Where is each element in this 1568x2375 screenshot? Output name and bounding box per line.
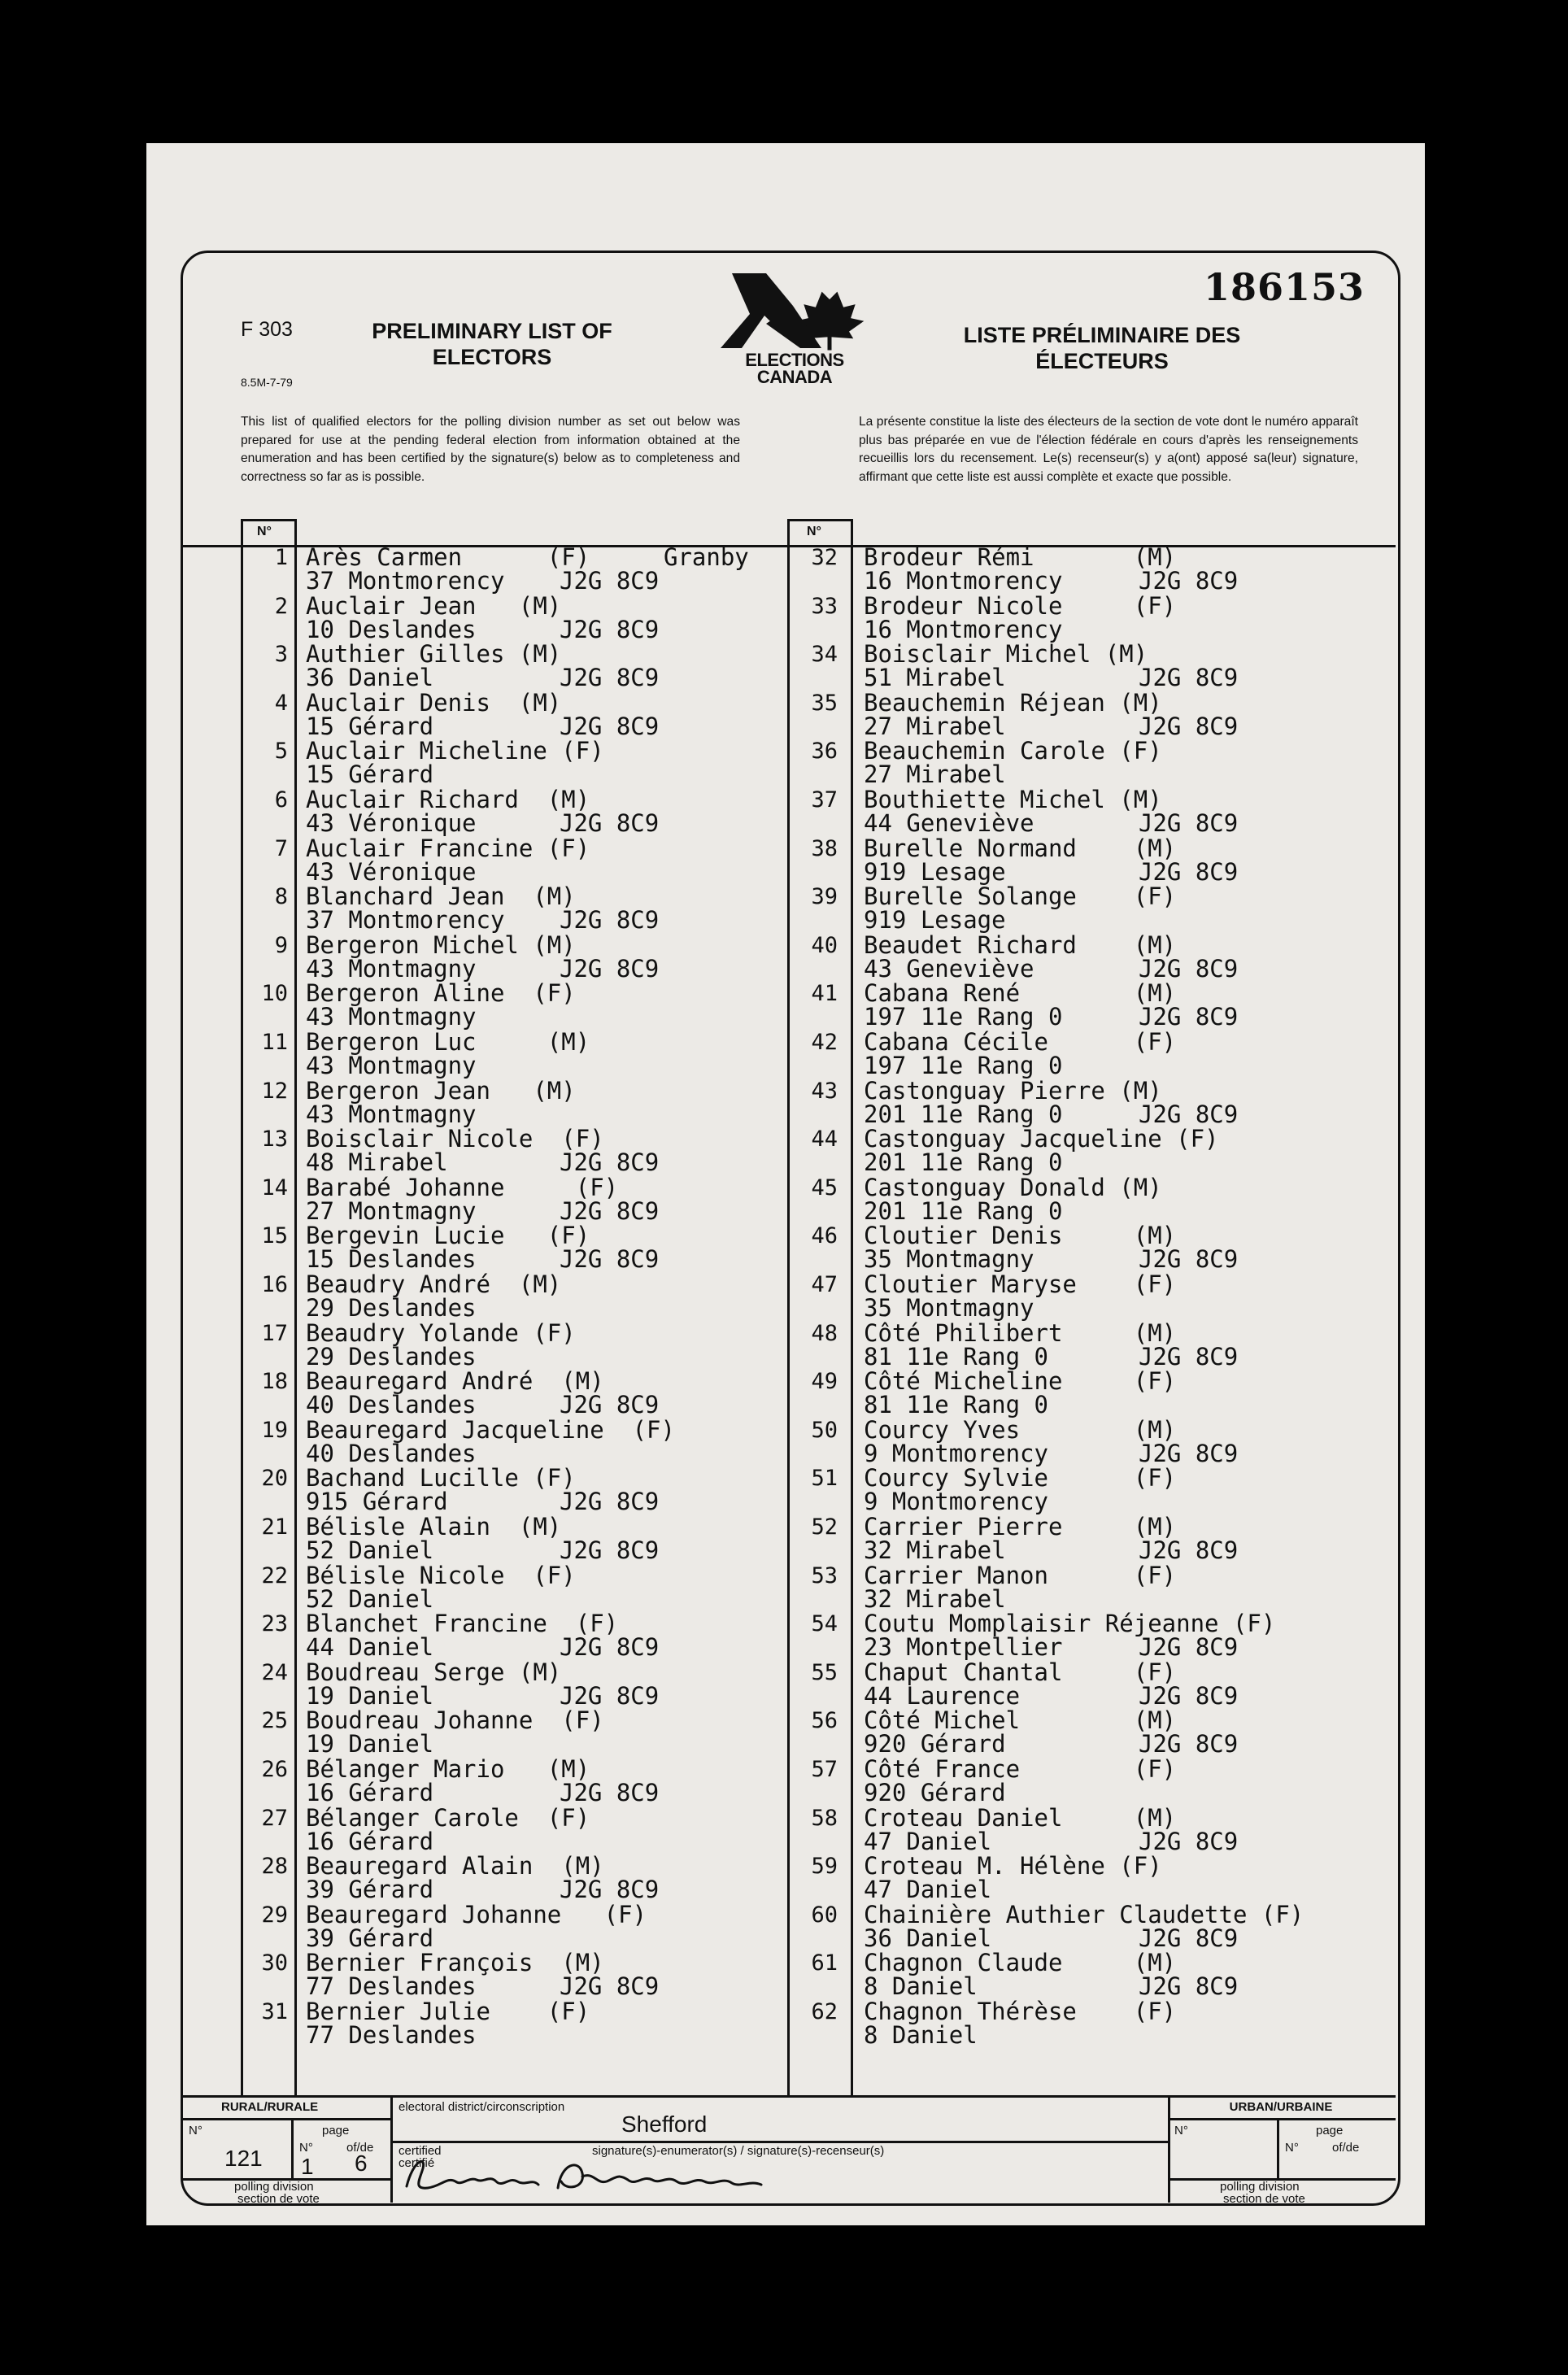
elector-address: 919 Lesage: [864, 857, 1006, 886]
elector-name: Bernier Julie (F): [306, 1998, 590, 2025]
elector-address: 27 Mirabel: [864, 712, 1006, 740]
elector-number: 14: [261, 1174, 288, 1201]
elector-address: 43 Montmagny: [306, 1100, 477, 1128]
form-number: F 303: [241, 318, 293, 341]
elector-postal-code: J2G 8C9: [1139, 1100, 1239, 1128]
elector-number: 49: [811, 1369, 838, 1395]
elector-name: Auclair Denis (M): [306, 688, 562, 717]
elector-name: Barabé Johanne (F): [306, 1173, 619, 1201]
elector-address: 43 Véronique: [306, 809, 477, 837]
elector-postal-code: J2G 8C9: [1139, 1924, 1239, 1952]
elector-address: 9 Montmorency: [864, 1488, 1048, 1516]
elector-address: 43 Montmagny: [306, 954, 477, 983]
elector-name: Beauchemin Réjean (M): [864, 688, 1162, 717]
elector-name: Boisclair Michel (M): [864, 640, 1148, 669]
elector-postal-code: J2G 8C9: [560, 567, 660, 595]
serial-number: 186153: [1204, 265, 1365, 309]
elector-number: 58: [811, 1805, 838, 1831]
elector-address: 15 Gérard: [306, 712, 434, 740]
elector-number: 6: [274, 787, 288, 813]
rural-of-label: of/de: [346, 2141, 374, 2155]
elector-address: 16 Montmorency: [864, 567, 1063, 595]
elector-postal-code: J2G 8C9: [560, 1488, 660, 1516]
title-french: LISTE PRÉLIMINAIRE DES ÉLECTEURS: [963, 323, 1241, 373]
elector-name: Beauregard Jacqueline (F): [306, 1415, 675, 1444]
elector-name: Croteau M. Hélène (F): [864, 1852, 1162, 1880]
electors-list-sheet: [146, 143, 1425, 2225]
elector-address: 197 11e Rang 0: [864, 1003, 1063, 1031]
elector-name: Cloutier Denis (M): [864, 1222, 1177, 1250]
elector-number: 47: [811, 1272, 838, 1297]
elector-number: 61: [811, 1950, 838, 1976]
elector-address: 43 Montmagny: [306, 1052, 477, 1079]
elector-postal-code: J2G 8C9: [560, 1391, 660, 1419]
elector-name: Boudreau Serge (M): [306, 1658, 562, 1686]
elector-name: Chagnon Thérèse (F): [864, 1998, 1177, 2025]
footer-rural-divider: [390, 2095, 393, 2203]
elector-address: 32 Mirabel: [864, 1536, 1006, 1564]
elector-address: 15 Deslandes: [306, 1245, 477, 1274]
elector-number: 60: [811, 1902, 838, 1928]
elector-number: 53: [811, 1562, 838, 1588]
footer-urban-divider: [1168, 2095, 1170, 2203]
elector-address: 35 Montmagny: [864, 1245, 1034, 1274]
elector-address: 35 Montmagny: [864, 1294, 1034, 1322]
elector-postal-code: J2G 8C9: [1139, 809, 1239, 837]
elector-name: Cabana Cécile (F): [864, 1028, 1177, 1056]
elector-name: Côté Philibert (M): [864, 1318, 1177, 1347]
elector-address: 19 Daniel: [306, 1730, 434, 1758]
elector-name: Carrier Pierre (M): [864, 1513, 1177, 1540]
elector-postal-code: J2G 8C9: [560, 1536, 660, 1564]
elector-number: 11: [261, 1030, 288, 1055]
elector-number: 29: [261, 1902, 288, 1928]
elector-name: Castonguay Pierre (M): [864, 1076, 1162, 1105]
elector-number: 15: [261, 1223, 288, 1249]
elector-name: Beauregard Johanne (F): [306, 1900, 647, 1928]
rural-page-label: page: [322, 2124, 350, 2138]
elector-name: Burelle Normand (M): [864, 834, 1177, 862]
elector-postal-code: J2G 8C9: [1139, 1972, 1239, 2001]
elector-postal-code: J2G 8C9: [1139, 712, 1239, 740]
elector-number: 21: [261, 1514, 288, 1540]
elector-name: Auclair Francine (F): [306, 834, 590, 862]
elector-number: 41: [811, 981, 838, 1007]
elector-number: 25: [261, 1708, 288, 1734]
elector-postal-code: J2G 8C9: [1139, 1681, 1239, 1710]
elector-address: 10 Deslandes: [306, 615, 477, 643]
elector-address: 920 Gérard: [864, 1779, 1006, 1806]
footer-rural-rule: [182, 2118, 390, 2120]
elector-name: Carrier Manon (F): [864, 1561, 1177, 1589]
elector-postal-code: J2G 8C9: [1139, 1439, 1239, 1467]
elector-address: 201 11e Rang 0: [864, 1148, 1063, 1177]
elector-number: 36: [811, 739, 838, 765]
elector-number: 30: [261, 1950, 288, 1976]
elector-address: 37 Montmorency: [306, 906, 505, 935]
urban-of-label: of/de: [1332, 2141, 1360, 2155]
elector-number: 9: [274, 932, 288, 958]
elector-name: Auclair Richard (M): [306, 786, 590, 813]
elector-address: 8 Daniel: [864, 2021, 978, 2049]
footer-rural-no-divider: [291, 2118, 294, 2178]
elector-name: Castonguay Jacqueline (F): [864, 1125, 1219, 1153]
elector-address: 43 Geneviève: [864, 954, 1034, 983]
elector-postal-code: J2G 8C9: [560, 1196, 660, 1225]
elector-address: 920 Gérard: [864, 1730, 1006, 1758]
elector-name: Bouthiette Michel (M): [864, 786, 1162, 813]
elector-name: Bergeron Luc (M): [306, 1028, 590, 1056]
elector-address: 39 Gérard: [306, 1876, 434, 1904]
elector-number: 38: [811, 835, 838, 861]
right-no-header: N°: [807, 525, 821, 538]
elector-number: 12: [261, 1078, 288, 1104]
elector-number: 42: [811, 1030, 838, 1055]
polling-division-number: 121: [224, 2146, 263, 2171]
elector-name: Courcy Sylvie (F): [864, 1464, 1177, 1493]
footer-top-rule: [182, 2095, 1396, 2098]
elector-name: Burelle Solange (F): [864, 882, 1177, 911]
elector-name: Blanchard Jean (M): [306, 882, 576, 911]
elector-name: Bergeron Jean (M): [306, 1076, 576, 1105]
elector-number: 45: [811, 1174, 838, 1201]
urban-page-label: page: [1316, 2124, 1344, 2138]
elector-postal-code: J2G 8C9: [560, 712, 660, 740]
elector-name: Brodeur Nicole (F): [864, 591, 1177, 620]
elector-postal-code: J2G 8C9: [560, 1779, 660, 1806]
elector-name: Cloutier Maryse (F): [864, 1270, 1177, 1298]
elector-address: 16 Gérard: [306, 1779, 434, 1806]
elector-name: Bélanger Carole (F): [306, 1803, 590, 1832]
rural-page-no-label: N°: [299, 2141, 313, 2155]
elector-postal-code: J2G 8C9: [560, 1681, 660, 1710]
right-no-header-top: [787, 519, 853, 521]
urban-no-label: N°: [1174, 2124, 1188, 2138]
elector-postal-code: J2G 8C9: [1139, 954, 1239, 983]
polling-division-label-en: polling division: [234, 2180, 314, 2194]
elector-number: 35: [811, 690, 838, 716]
elector-postal-code: J2G 8C9: [1139, 1003, 1239, 1031]
left-no-column-right-rule: [294, 519, 297, 2097]
elector-number: 5: [274, 739, 288, 765]
elector-postal-code: J2G 8C9: [1139, 857, 1239, 886]
form-revision: 8.5M-7-79: [241, 376, 293, 389]
electoral-district-name: Shefford: [621, 2111, 708, 2137]
elector-number: 22: [261, 1562, 288, 1588]
intro-text-french: La présente constitue la liste des électeurs de la section de vote dont le numéro apparaît plus bas préparée en vue de l'élection fédérale en cours d'après les renseignements recueillis lors du recensement. Le(s) recenseur(s) y a(ont) apposé sa(leur) signature, affirmant que cette liste est aussi complète et exacte que possible.: [859, 415, 1358, 484]
elector-address: 201 11e Rang 0: [864, 1196, 1063, 1225]
elector-number: 37: [811, 787, 838, 813]
elector-postal-code: J2G 8C9: [1139, 1536, 1239, 1564]
elector-name: Boisclair Nicole (F): [306, 1125, 604, 1153]
elector-name: Bergeron Michel (M): [306, 930, 576, 959]
elector-address: 40 Deslandes: [306, 1439, 477, 1467]
elector-number: 7: [274, 835, 288, 861]
elector-postal-code: J2G 8C9: [560, 1148, 660, 1177]
elector-postal-code: J2G 8C9: [1139, 1827, 1239, 1855]
elector-number: 16: [261, 1272, 288, 1297]
elector-address: 919 Lesage: [864, 906, 1006, 935]
elector-address: 16 Montmorency: [864, 615, 1063, 643]
elector-postal-code: J2G 8C9: [1139, 664, 1239, 692]
elector-address: 52 Daniel: [306, 1584, 434, 1613]
elector-address: 47 Daniel: [864, 1827, 992, 1855]
elector-number: 17: [261, 1320, 288, 1346]
page-number: 1: [301, 2154, 314, 2179]
elector-number: 54: [811, 1611, 838, 1637]
elector-address: 36 Daniel: [864, 1924, 992, 1952]
elector-address: 44 Geneviève: [864, 809, 1034, 837]
elector-address: 23 Montpellier: [864, 1633, 1063, 1662]
elector-number: 62: [811, 1999, 838, 2024]
elector-number: 52: [811, 1514, 838, 1540]
elector-name: Bachand Lucille (F): [306, 1464, 576, 1493]
elector-name: Chainière Authier Claudette (F): [864, 1900, 1304, 1928]
elector-postal-code: J2G 8C9: [560, 1633, 660, 1662]
elector-name: Coutu Momplaisir Réjeanne (F): [864, 1610, 1276, 1638]
elector-name: Chaput Chantal (F): [864, 1658, 1177, 1686]
elector-postal-code: J2G 8C9: [560, 809, 660, 837]
elector-address: 27 Montmagny: [306, 1196, 477, 1225]
elector-postal-code: J2G 8C9: [1139, 1730, 1239, 1758]
elector-name: Blanchet Francine (F): [306, 1610, 619, 1638]
elector-number: 50: [811, 1417, 838, 1443]
elector-number: 27: [261, 1805, 288, 1831]
elector-address: 81 11e Rang 0: [864, 1391, 1048, 1419]
elector-postal-code: J2G 8C9: [560, 1876, 660, 1904]
elector-name: Boudreau Johanne (F): [306, 1706, 604, 1735]
elector-name: Arès Carmen (F): [306, 543, 590, 571]
elector-number: 8: [274, 884, 288, 910]
elector-name: Beauchemin Carole (F): [864, 737, 1162, 765]
elector-name: Authier Gilles (M): [306, 640, 562, 669]
elector-number: 33: [811, 593, 838, 619]
elector-address: 29 Deslandes: [306, 1294, 477, 1322]
elector-address: 48 Mirabel: [306, 1148, 448, 1177]
elector-address: 29 Deslandes: [306, 1342, 477, 1371]
elector-name: Beaudet Richard (M): [864, 930, 1177, 959]
elector-number: 56: [811, 1708, 838, 1734]
elector-name: Côté Michel (M): [864, 1706, 1177, 1735]
elector-number: 55: [811, 1659, 838, 1685]
elector-number: 24: [261, 1659, 288, 1685]
elector-postal-code: J2G 8C9: [1139, 1342, 1239, 1371]
elector-number: 34: [811, 642, 838, 668]
polling-division-label-fr: section de vote: [237, 2192, 320, 2206]
elector-name: Bélanger Mario (M): [306, 1755, 590, 1783]
urban-label: URBAN/URBAINE: [1229, 2100, 1333, 2114]
elector-name: Côté France (F): [864, 1755, 1177, 1783]
elector-address: 77 Deslandes: [306, 2021, 477, 2049]
elector-number: 39: [811, 884, 838, 910]
enumerator-signature: [399, 2152, 773, 2198]
elector-number: 23: [261, 1611, 288, 1637]
elector-address: 197 11e Rang 0: [864, 1052, 1063, 1079]
elector-address: 39 Gérard: [306, 1924, 434, 1952]
elector-name: Bélisle Alain (M): [306, 1513, 562, 1540]
elector-number: 40: [811, 932, 838, 958]
title-english: PRELIMINARY LIST OF ELECTORS: [372, 319, 612, 369]
elector-number: 43: [811, 1078, 838, 1104]
footer-urban-rule: [1168, 2118, 1396, 2120]
elector-name: Beaudry André (M): [306, 1270, 562, 1298]
elector-name: Beaudry Yolande (F): [306, 1318, 576, 1347]
elector-number: 2: [274, 593, 288, 619]
elector-number: 57: [811, 1757, 838, 1782]
elector-address: 37 Montmorency: [306, 567, 505, 595]
elector-number: 13: [261, 1126, 288, 1153]
elector-address: 201 11e Rang 0: [864, 1100, 1063, 1128]
left-no-header: N°: [257, 525, 272, 538]
elector-name: Croteau Daniel (M): [864, 1803, 1177, 1832]
elector-number: 19: [261, 1417, 288, 1443]
footer-urban-no-divider: [1277, 2118, 1279, 2178]
elector-address: 15 Gérard: [306, 760, 434, 789]
elector-postal-code: J2G 8C9: [560, 615, 660, 643]
elector-address: 43 Véronique: [306, 857, 477, 886]
elector-address: 915 Gérard: [306, 1488, 448, 1516]
elector-address: 16 Gérard: [306, 1827, 434, 1855]
elector-number: 28: [261, 1854, 288, 1880]
elector-postal-code: J2G 8C9: [560, 1972, 660, 2001]
urban-polling-division-label-en: polling division: [1220, 2180, 1300, 2194]
elector-name: Bélisle Nicole (F): [306, 1561, 576, 1589]
intro-text-english: This list of qualified electors for the polling division number as set out below was prepared for use at the pending federal election from information obtained at the enumeration and has been certified by the signature(s) below as to completeness and correctness so far as is possible.: [241, 415, 740, 484]
elector-name: Auclair Jean (M): [306, 591, 562, 620]
elector-name: Auclair Micheline (F): [306, 737, 604, 765]
elector-name: Beauregard André (M): [306, 1367, 604, 1396]
elector-number: 1: [274, 545, 288, 570]
certified-label-fr: certifié: [399, 2156, 435, 2170]
elector-number: 3: [274, 642, 288, 668]
elector-address: 81 11e Rang 0: [864, 1342, 1048, 1371]
elector-postal-code: J2G 8C9: [1139, 1633, 1239, 1662]
right-no-column-right-rule: [851, 519, 853, 2097]
elector-postal-code: J2G 8C9: [560, 1245, 660, 1274]
elector-number: 26: [261, 1757, 288, 1782]
electoral-district-label: electoral district/circonscription: [399, 2100, 565, 2114]
elector-address: 44 Laurence: [864, 1681, 1021, 1710]
elector-address: 52 Daniel: [306, 1536, 434, 1564]
signature-label: signature(s)-enumerator(s) / signature(s)-recenseur(s): [592, 2144, 885, 2158]
elector-address: 51 Mirabel: [864, 664, 1006, 692]
elector-number: 18: [261, 1369, 288, 1395]
elector-number: 46: [811, 1223, 838, 1249]
elector-number: 20: [261, 1466, 288, 1492]
elector-address: 36 Daniel: [306, 664, 434, 692]
elector-postal-code: J2G 8C9: [1139, 1245, 1239, 1274]
elector-postal-code: J2G 8C9: [560, 906, 660, 935]
certified-label-en: certified: [399, 2144, 442, 2158]
elector-address: 44 Daniel: [306, 1633, 434, 1662]
elector-number: 32: [811, 545, 838, 570]
elector-postal-code: J2G 8C9: [1139, 567, 1239, 595]
footer-district-rule: [390, 2141, 1168, 2143]
page-total: 6: [355, 2151, 368, 2176]
elector-name: Chagnon Claude (M): [864, 1949, 1177, 1977]
elector-name: Beauregard Alain (M): [306, 1852, 604, 1880]
elector-address: 47 Daniel: [864, 1876, 992, 1904]
elector-address: 8 Daniel: [864, 1972, 978, 2001]
logo-text-line2: CANADA: [756, 367, 833, 387]
elector-address: 9 Montmorency: [864, 1439, 1048, 1467]
elector-address: 77 Deslandes: [306, 1972, 477, 2001]
elector-number: 59: [811, 1854, 838, 1880]
rural-no-label: N°: [189, 2124, 203, 2138]
urban-polling-division-label-fr: section de vote: [1223, 2192, 1305, 2206]
elector-number: 48: [811, 1320, 838, 1346]
elector-number: 10: [261, 981, 288, 1007]
logo-text: [725, 351, 864, 386]
elector-number: 51: [811, 1466, 838, 1492]
elector-address: 19 Daniel: [306, 1681, 434, 1710]
left-no-header-top: [241, 519, 297, 521]
elector-postal-code: J2G 8C9: [560, 664, 660, 692]
town-name: Granby: [664, 543, 749, 571]
elector-name: Courcy Yves (M): [864, 1415, 1177, 1444]
elector-name: Cabana René (M): [864, 979, 1177, 1008]
elector-address: 40 Deslandes: [306, 1391, 477, 1419]
elector-address: 32 Mirabel: [864, 1584, 1006, 1613]
elector-name: Bergevin Lucie (F): [306, 1222, 590, 1250]
elector-name: Brodeur Rémi (M): [864, 543, 1177, 571]
logo-text-line1: ELECTIONS: [745, 350, 844, 370]
elector-name: Castonguay Donald (M): [864, 1173, 1162, 1201]
elector-number: 44: [811, 1126, 838, 1153]
elector-number: 31: [261, 1999, 288, 2024]
elector-address: 27 Mirabel: [864, 760, 1006, 789]
urban-page-no-label: N°: [1285, 2141, 1299, 2155]
rural-label: RURAL/RURALE: [221, 2100, 319, 2114]
elector-name: Bernier François (M): [306, 1949, 604, 1977]
elector-name: Bergeron Aline (F): [306, 979, 576, 1008]
elector-address: 43 Montmagny: [306, 1003, 477, 1031]
elector-number: 4: [274, 690, 288, 716]
elector-postal-code: J2G 8C9: [560, 954, 660, 983]
elector-name: Côté Micheline (F): [864, 1367, 1177, 1396]
